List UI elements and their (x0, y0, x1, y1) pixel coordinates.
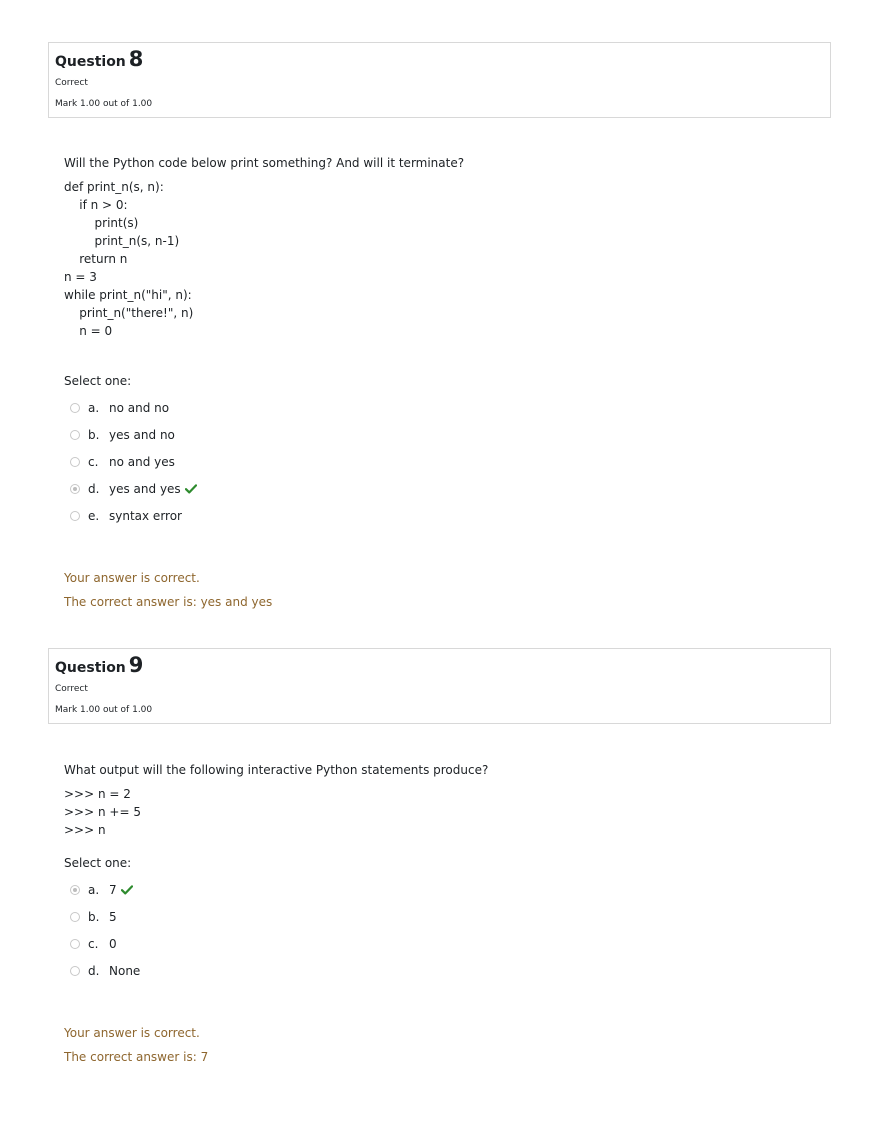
code-line: print_n("there!", n) (64, 306, 194, 320)
question-grade: Mark 1.00 out of 1.00 (55, 99, 153, 109)
question-9-text: What output will the following interactive Python statements produce? (64, 763, 489, 777)
question-state: Correct (55, 684, 88, 694)
radio-button[interactable] (70, 966, 80, 976)
question-8-text: Will the Python code below print something? And will it terminate? (64, 156, 465, 170)
question-state: Correct (55, 78, 88, 88)
code-line: >>> n += 5 (64, 805, 141, 819)
option-text: no and yes (109, 455, 175, 469)
option-answer (109, 482, 197, 496)
option-answer (109, 883, 133, 897)
question-title-label: Question (55, 660, 126, 676)
radio-button[interactable] (70, 511, 80, 521)
option-letter: c. (88, 937, 99, 951)
answer-feedback: Your answer is correct. (64, 1026, 200, 1040)
code-line: print_n(s, n-1) (64, 234, 180, 248)
code-line: >>> n (64, 823, 106, 837)
correct-answer-text: The correct answer is: 7 (64, 1050, 209, 1064)
radio-button-selected[interactable] (70, 885, 80, 895)
radio-button[interactable] (70, 457, 80, 467)
question-grade: Mark 1.00 out of 1.00 (55, 705, 153, 715)
correct-answer-text: The correct answer is: yes and yes (64, 595, 273, 609)
code-line: return n (64, 252, 128, 266)
radio-button[interactable] (70, 430, 80, 440)
question-9-title (55, 653, 143, 677)
question-9-info (48, 648, 831, 724)
option-text: None (109, 964, 141, 978)
option-letter: d. (88, 482, 100, 496)
radio-button-selected[interactable] (70, 484, 80, 494)
question-8-info (48, 42, 831, 118)
option-letter: b. (88, 910, 100, 924)
code-line: >>> n = 2 (64, 787, 131, 801)
option-text: 0 (109, 937, 117, 951)
radio-button[interactable] (70, 939, 80, 949)
option-letter: b. (88, 428, 100, 442)
option-text: syntax error (109, 509, 182, 523)
code-line: n = 0 (64, 324, 113, 338)
select-one-label: Select one: (64, 856, 132, 870)
option-text: yes and no (109, 428, 175, 442)
code-line: def print_n(s, n): (64, 180, 164, 194)
question-number: 9 (128, 653, 144, 677)
option-letter: d. (88, 964, 100, 978)
option-text: 7 (109, 883, 117, 897)
radio-button[interactable] (70, 403, 80, 413)
option-letter: e. (88, 509, 100, 523)
code-line: while print_n("hi", n): (64, 288, 192, 302)
checkmark-icon (185, 484, 197, 494)
code-line: n = 3 (64, 270, 97, 284)
radio-button[interactable] (70, 912, 80, 922)
select-one-label: Select one: (64, 374, 132, 388)
question-8-title (55, 47, 143, 71)
option-letter: c. (88, 455, 99, 469)
option-text: yes and yes (109, 482, 181, 496)
option-text: no and no (109, 401, 170, 415)
checkmark-icon (121, 885, 133, 895)
option-letter: a. (88, 401, 100, 415)
question-number: 8 (128, 47, 144, 71)
option-letter: a. (88, 883, 100, 897)
question-title-label: Question (55, 54, 126, 70)
answer-feedback: Your answer is correct. (64, 571, 200, 585)
code-line: print(s) (64, 216, 139, 230)
option-text: 5 (109, 910, 117, 924)
code-line: if n > 0: (64, 198, 128, 212)
